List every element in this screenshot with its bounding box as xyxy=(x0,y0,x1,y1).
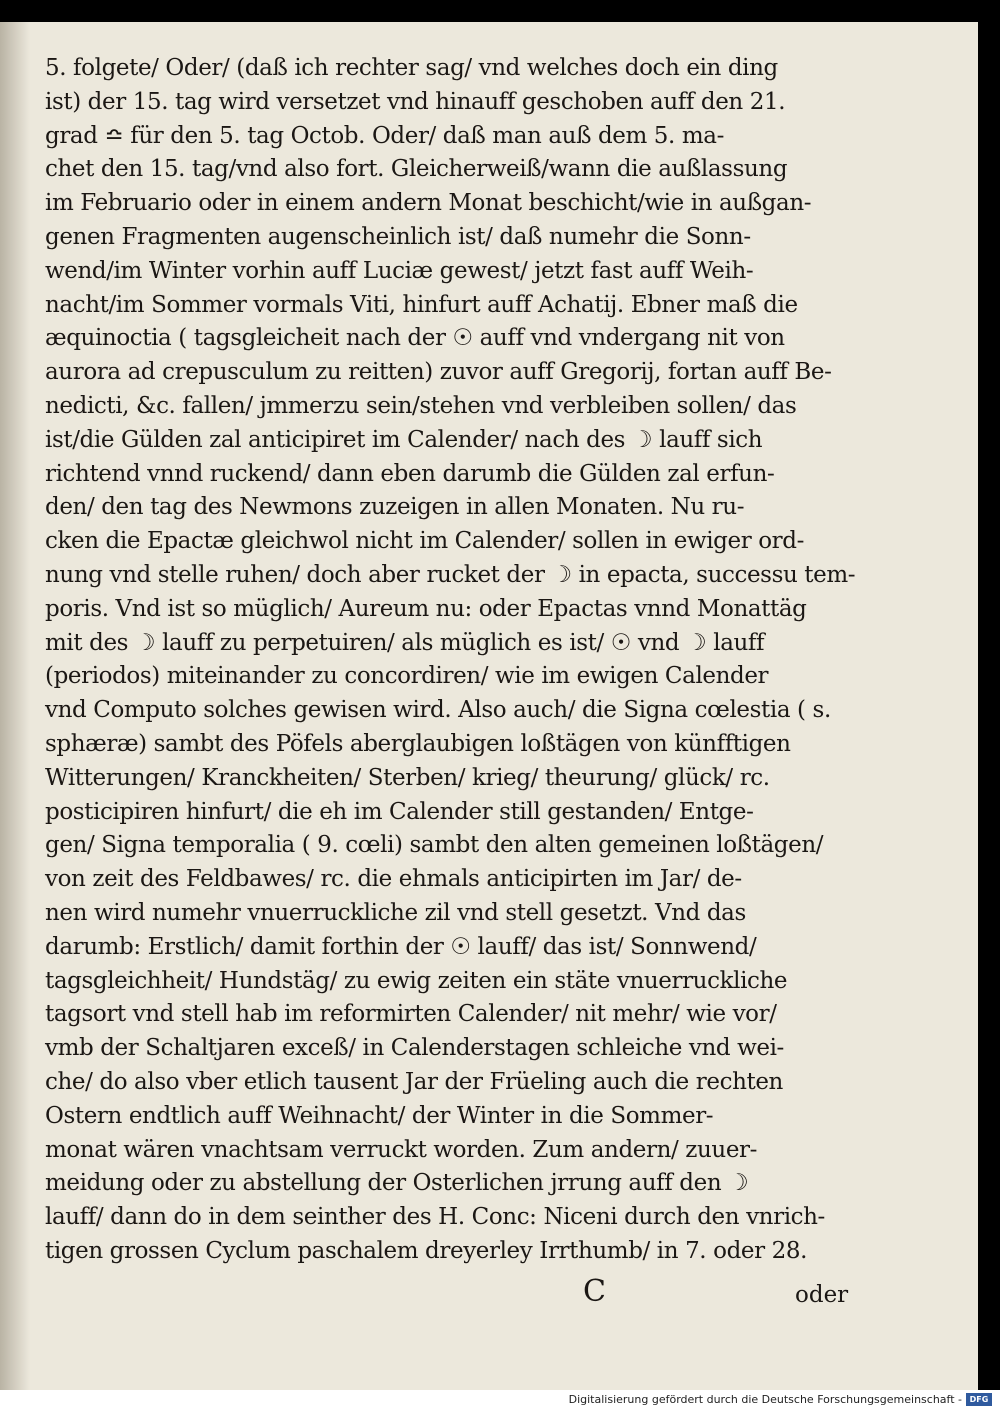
text-line: posticipiren hinfurt/ die eh im Calender still gestanden/ Entge- xyxy=(45,798,754,825)
text-line: grad ≏ für den 5. tag Octob. Oder/ daß man auß dem 5. ma- xyxy=(45,122,724,149)
text-line: æquinoctia ( tagsgleicheit nach der ☉ auff vnd vndergang nit von xyxy=(45,325,785,352)
text-line: (periodos) miteinander zu concordiren/ wie im ewigen Calender xyxy=(45,663,769,690)
text-line: monat wären vnachtsam verruckt worden. Zum andern/ zuuer- xyxy=(45,1136,757,1163)
text-line: che/ do also vber etlich tausent Jar der Früeling auch die rechten xyxy=(45,1068,783,1095)
text-line: ist) der 15. tag wird versetzet vnd hinauff geschoben auff den 21. xyxy=(45,88,786,115)
catchword: oder xyxy=(795,1282,849,1308)
text-line: nung vnd stelle ruhen/ doch aber rucket der ☽ in epacta, successu tem- xyxy=(45,561,856,588)
body-text xyxy=(45,52,855,1269)
text-line: den/ den tag des Newmons zuzeigen in allen Monaten. Nu ru- xyxy=(45,494,745,521)
text-line: Witterungen/ Kranckheiten/ Sterben/ krieg/ theurung/ glück/ rc. xyxy=(45,764,770,791)
text-line: darumb: Erstlich/ damit forthin der ☉ lauff/ das ist/ Sonnwend/ xyxy=(45,933,757,960)
text-line: nen wird numehr vnuerruckliche zil vnd stell gesetzt. Vnd das xyxy=(45,899,746,926)
text-line: vnd Computo solches gewisen wird. Also auch/ die Signa cœlestia ( s. xyxy=(45,697,831,724)
dfg-logo-icon: DFG xyxy=(966,1393,992,1406)
text-line: tagsort vnd stell hab im reformirten Calender/ nit mehr/ wie vor/ xyxy=(45,1001,777,1028)
text-line: 5. folgete/ Oder/ (daß ich rechter sag/ vnd welches doch ein ding xyxy=(45,55,778,81)
text-line: sphæræ) sambt des Pöfels aberglaubigen loßtägen von künfftigen xyxy=(45,730,791,757)
text-line: richtend vnnd ruckend/ dann eben darumb die Gülden zal erfun- xyxy=(45,460,775,487)
text-line: ist/die Gülden zal anticipiret im Calender/ nach des ☽ lauff sich xyxy=(45,426,763,453)
signature-mark: C xyxy=(583,1274,606,1309)
text-line: lauff/ dann do in dem seinther des H. Conc: Niceni durch den vnrich- xyxy=(45,1204,825,1231)
text-line: aurora ad crepusculum zu reitten) zuvor auff Gregorij, fortan auff Be- xyxy=(45,359,832,386)
text-line: von zeit des Feldbawes/ rc. die ehmals anticipirten im Jar/ de- xyxy=(45,866,742,893)
text-line: genen Fragmenten augenscheinlich ist/ daß numehr die Sonn- xyxy=(45,223,751,250)
text-line: chet den 15. tag/vnd also fort. Gleicherweiß/wann die außlassung xyxy=(45,156,788,183)
text-line: nacht/im Sommer vormals Viti, hinfurt auff Achatij. Ebner maß die xyxy=(45,291,798,318)
text-line: tagsgleichheit/ Hundstäg/ zu ewig zeiten ein stäte vnuerruckliche xyxy=(45,967,788,994)
footer-bar xyxy=(0,1390,1000,1410)
text-line: wend/im Winter vorhin auff Luciæ gewest/ jetzt fast auff Weih- xyxy=(45,257,754,284)
text-line: meidung oder zu abstellung der Osterlichen jrrung auff den ☽ xyxy=(45,1170,749,1197)
footer-credit: Digitalisierung gefördert durch die Deutsche Forschungsgemeinschaft - xyxy=(568,1393,962,1406)
text-line: gen/ Signa temporalia ( 9. cœli) sambt den alten gemeinen loßtägen/ xyxy=(45,832,824,859)
text-line: cken die Epactæ gleichwol nicht im Calender/ sollen in ewiger ord- xyxy=(45,528,804,555)
text-line: nedicti, &c. fallen/ jmmerzu sein/stehen vnd verbleiben sollen/ das xyxy=(45,392,797,419)
text-line: poris. Vnd ist so müglich/ Aureum nu: oder Epactas vnnd Monattäg xyxy=(45,595,807,622)
text-line: Ostern endtlich auff Weihnacht/ der Winter in die Sommer- xyxy=(45,1102,714,1129)
text-line: vmb der Schaltjaren exceß/ in Calenderstagen schleiche vnd wei- xyxy=(45,1035,784,1062)
text-line: im Februario oder in einem andern Monat beschicht/wie in außgan- xyxy=(45,190,812,217)
text-line: mit des ☽ lauff zu perpetuiren/ als müglich es ist/ ☉ vnd ☽ lauff xyxy=(45,629,765,656)
text-line: tigen grossen Cyclum paschalem dreyerley Irrthumb/ in 7. oder 28. xyxy=(45,1237,807,1264)
